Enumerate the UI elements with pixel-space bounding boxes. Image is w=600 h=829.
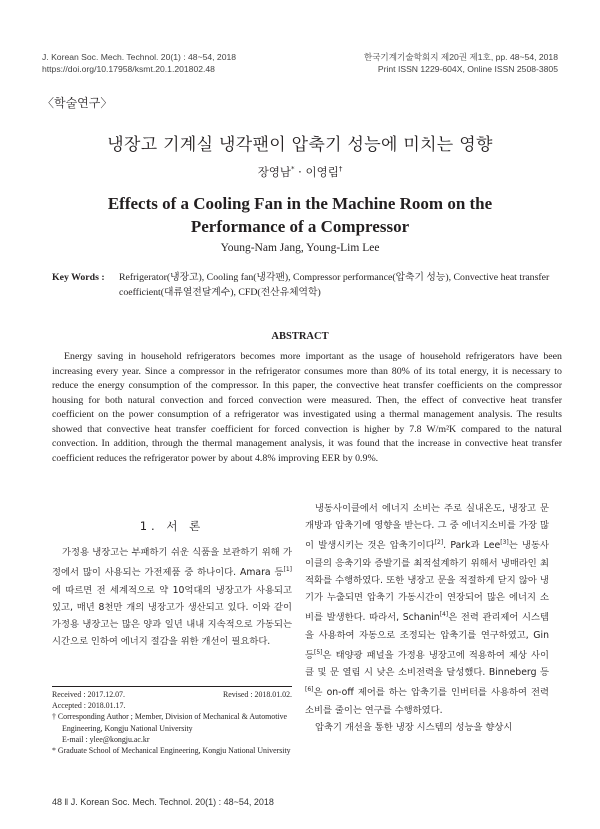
- title-english-line: Effects of a Cooling Fan in the Machine Room on the: [107, 194, 493, 213]
- citation: [6]: [305, 686, 314, 694]
- corresponding-author: † Corresponding Author ; Member, Division of Mechanical & Automotive Engineering, Kongju National University: [52, 712, 288, 733]
- right-column: [305, 500, 549, 736]
- graduate-affiliation: * Graduate School of Mechanical Engineering, Kongju National University: [52, 746, 291, 756]
- text-run: 은 전력 관리제어 시스템을 사용하여 자동으로 조정되는 압축기를 연구하였고, Gin 등: [305, 612, 549, 661]
- keywords-label: Key Words :: [52, 272, 105, 283]
- citation: [2]: [434, 539, 444, 547]
- paragraph: [305, 500, 549, 719]
- journal-header-left: [42, 51, 236, 75]
- text-run: . Park과 Lee: [443, 540, 501, 552]
- citation: [1]: [283, 566, 292, 574]
- author-mark: *: [291, 165, 295, 174]
- title-english: [0, 192, 600, 238]
- abstract: [52, 350, 562, 466]
- title-korean: 냉장고 기계실 냉각팬이 압축기 성능에 미치는 영향: [107, 135, 493, 155]
- author-name: 이영림: [305, 165, 339, 179]
- page-footer: 48 ‖ J. Korean Soc. Mech. Technol. 20(1) : 48~54, 2018: [52, 797, 274, 807]
- abstract-text: Energy saving in household refrigerators becomes more important as the usage of household refrigerators have been increasing every year. Since a compressor in the refrigerator consumes more than 80% of its total energy, it is necessary to reduce the energy consumption of the compressor. In this paper, the convective heat transfer coefficients on the compressor housing for both natural convection and forced convection were measured. Then, the effect of convective heat transfer coefficient on the power consumption of a refrigerator was investigated using a thermal management analysis. The results showed that convective heat transfer coefficient for forced convection is higher by 7.8 W/m²K compared to the natural convection. In addition, through the thermal management analysis, it was found that the increase in convective heat transfer coefficient reduces the refrigerator power by about 4.8% improving EER by 0.9%.: [52, 351, 562, 464]
- authors-korean: [0, 164, 600, 180]
- article-category: 〈학술연구〉: [42, 96, 113, 110]
- received-date: Received : 2017.12.07.: [52, 690, 125, 699]
- journal-citation-kr: 한국기계기술학회지 제20권 제1호, pp. 48~54, 2018: [363, 52, 558, 62]
- authors-english: Young-Nam Jang, Young-Lim Lee: [220, 242, 380, 254]
- citation: [3]: [500, 539, 509, 547]
- footnote-divider: [52, 686, 292, 687]
- author-name: 장영남: [257, 165, 292, 179]
- citation: [5]: [313, 648, 323, 656]
- journal-header-right: [364, 51, 558, 75]
- title-english-line: Performance of a Compressor: [190, 217, 410, 236]
- author-mark: †: [338, 165, 343, 174]
- author-email[interactable]: E-mail : ylee@kongju.ac.kr: [62, 734, 150, 744]
- citation: [4]: [439, 611, 449, 619]
- paragraph: [52, 544, 292, 650]
- doi-link[interactable]: https://doi.org/10.17958/ksmt.20.1.201802.48: [42, 64, 215, 74]
- keywords: [52, 270, 562, 300]
- keywords-text: Refrigerator(냉장고), Cooling fan(냉각팬), Compressor performance(압축기 성능), Convective heat transfer coefficient(대류열전달계수), CFD(전산유체역학): [119, 272, 550, 298]
- paragraph: 압축기 개선을 통한 냉장 시스템의 성능을 향상시: [315, 721, 513, 733]
- revised-date: Revised : 2018.01.02.: [222, 690, 292, 699]
- abstract-heading: ABSTRACT: [271, 331, 329, 342]
- text-run: 가정용 냉장고는 부패하기 쉬운 식품을 보관하기 위해 가정에서 많이 사용되는 가전제품 중 하나이다. Amara 등: [52, 547, 292, 579]
- author-separator: ·: [294, 165, 306, 179]
- text-run: 은 on-off 제어를 하는 압축기를 인버터를 사용하여 전력소비를 줄이는 연구를 수행하였다.: [305, 687, 549, 716]
- left-column: [52, 518, 292, 651]
- text-run: 에 따르면 전 세계적으로 약 10억대의 냉장고가 사용되고 있고, 매년 8천만 개의 냉장고가 생산되고 있다. 이와 같이 가정용 냉장고는 많은 양과 일년 내내 지속적으로 가동되는 시간으로 인하여 에너지 절감을 위한 개선이 필요하다.: [52, 584, 292, 648]
- dates-row: [52, 689, 292, 700]
- journal-citation: J. Korean Soc. Mech. Technol. 20(1) : 48~54, 2018: [42, 52, 237, 62]
- issn-line: Print ISSN 1229-604X, Online ISSN 2508-3805: [377, 64, 558, 74]
- accepted-date: Accepted : 2018.01.17.: [52, 701, 126, 711]
- text-run: 냉동사이클에서 에너지 소비는 주로 실내온도, 냉장고 문 개방과 압축기에 영향을 받는다. 그 중 에너지소비를 가장 많이 발생시키는 것은 압축기이다: [305, 503, 549, 552]
- footnotes: [52, 689, 292, 756]
- text-run: 는 냉동사이클의 응축기와 증발기를 최적설계하기 위해서 냉매라인 최적화를 수행하였다. 또한 냉장고 문을 적절하게 닫지 않아 냉기가 누출되면 압축기 가동시간이 연장되어 많은 에너지 소비를 발생한다. 따라서, Schanin: [305, 540, 549, 624]
- text-run: 은 태양광 패널을 가정용 냉장고에 적용하여 제상 사이클 및 문 열림 시 낮은 소비전력을 달성했다. Binneberg 등: [305, 649, 549, 679]
- section-heading: 1. 서 론: [139, 519, 205, 533]
